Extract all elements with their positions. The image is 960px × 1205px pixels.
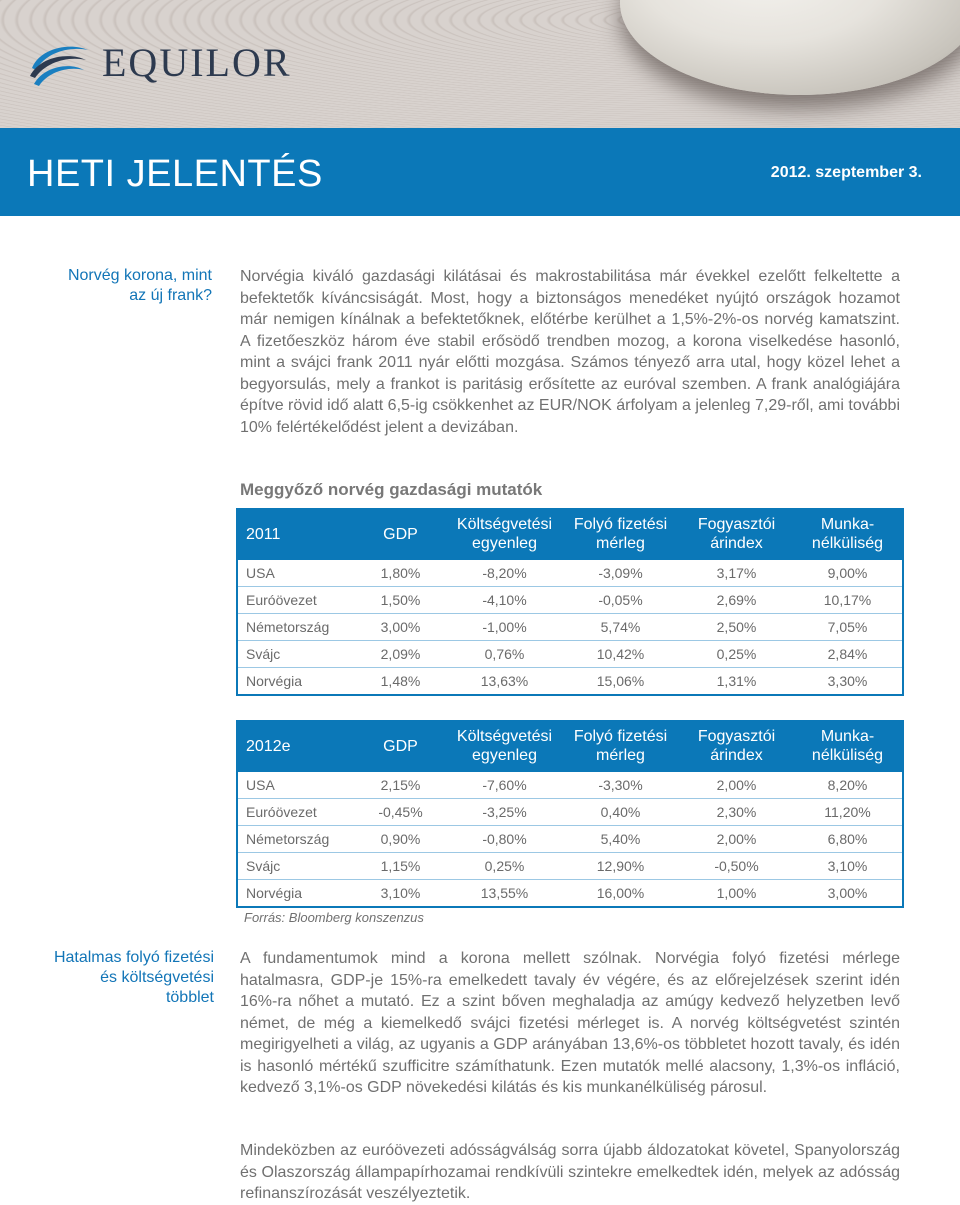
column-header — [793, 508, 903, 560]
table-row — [237, 641, 903, 668]
table-row — [237, 587, 903, 614]
value-cell: 10,17% — [793, 587, 903, 614]
table-row — [237, 614, 903, 641]
table-row — [237, 799, 903, 826]
value-cell: 3,10% — [793, 853, 903, 880]
company-logo — [26, 38, 292, 88]
value-cell: 0,40% — [561, 799, 680, 826]
value-cell: 12,90% — [561, 853, 680, 880]
debt-crisis-paragraph: Mindeközben az euróövezeti adósságválság sorra újabb áldozatokat követel, Spanyolország és Olaszország állampapírhozamai rendkívüli szintekre emelkedtek idén, melyek az adósság refinanszírozását veszélyeztetik. — [240, 1142, 900, 1202]
side-note-line: többlet — [165, 989, 214, 1006]
country-cell: USA — [237, 560, 353, 587]
table-row — [237, 853, 903, 880]
value-cell: -0,05% — [561, 587, 680, 614]
value-cell: 8,20% — [793, 772, 903, 799]
value-cell: 1,48% — [353, 668, 448, 696]
header-banner — [0, 0, 960, 128]
value-cell: 1,00% — [680, 880, 793, 908]
value-cell: -3,30% — [561, 772, 680, 799]
indicators-table-2011 — [236, 508, 904, 696]
value-cell: 16,00% — [561, 880, 680, 908]
column-header — [353, 720, 448, 772]
value-cell: 2,00% — [680, 772, 793, 799]
zen-stone-image — [620, 0, 960, 95]
column-header-line: Költségvetési — [456, 728, 553, 745]
country-cell: Svájc — [237, 641, 353, 668]
column-header-line: GDP — [383, 737, 418, 755]
table-row — [237, 826, 903, 853]
column-header — [793, 720, 903, 772]
country-cell: Euróövezet — [237, 587, 353, 614]
column-header-line: Folyó fizetési — [573, 728, 668, 745]
value-cell: 0,25% — [680, 641, 793, 668]
column-header-line: 2011 — [246, 525, 281, 543]
column-header-line: Költségvetési — [456, 516, 553, 533]
value-cell: 0,76% — [448, 641, 561, 668]
logo-text: EQUILOR — [102, 40, 292, 85]
value-cell: 10,42% — [561, 641, 680, 668]
side-note-line: és költségvetési — [100, 969, 214, 986]
value-cell: 2,15% — [353, 772, 448, 799]
table-row — [237, 880, 903, 908]
value-cell: -8,20% — [448, 560, 561, 587]
value-cell: 0,25% — [448, 853, 561, 880]
country-cell: Németország — [237, 826, 353, 853]
tables-title: Meggyőző norvég gazdasági mutatók — [240, 480, 543, 499]
column-header-line: Fogyasztói — [697, 516, 776, 533]
column-header — [680, 508, 793, 560]
value-cell: 3,00% — [353, 614, 448, 641]
column-header-line: árindex — [710, 535, 763, 552]
column-header-line: Fogyasztói — [697, 728, 776, 745]
value-cell: 13,63% — [448, 668, 561, 696]
country-cell: Norvégia — [237, 880, 353, 908]
value-cell: 2,30% — [680, 799, 793, 826]
value-cell: -3,25% — [448, 799, 561, 826]
value-cell: 2,69% — [680, 587, 793, 614]
column-header-line: nélküliség — [811, 747, 884, 764]
value-cell: 3,10% — [353, 880, 448, 908]
country-cell: Norvégia — [237, 668, 353, 696]
column-header — [680, 720, 793, 772]
value-cell: 9,00% — [793, 560, 903, 587]
value-cell: -1,00% — [448, 614, 561, 641]
side-note-line: az új frank? — [129, 287, 212, 304]
column-header-line: nélküliség — [811, 535, 884, 552]
intro-paragraph: Norvégia kiváló gazdasági kilátásai és makrostabilitása már évekkel ezelőtt felkeltette a befektetők kíváncsiságát. Most, hogy a biztonságos menedéket nyújtó országok hozamot már nemigen kínálnak a befektetőknek, előtérbe kerülhet a 1,5%-2%-os norvég kamatszint. A fizetőeszköz három éve stabil erősödő trendben mozog, a korona viselkedése hasonló, mint a svájci frank 2011 nyár előtti mozgása. Számos tényező arra utal, hogy közel lehet a begyorsulás, mely a frankot is paritásig erősítette az euróval szemben. A frank analógiájára építve rövid idő alatt 6,5-ig csökkenhet az EUR/NOK árfolyam a jelenleg 7,29-ről, ami további 10% felértékelődést jelent a devizában. — [240, 268, 900, 436]
country-cell: Euróövezet — [237, 799, 353, 826]
fundamentals-paragraph: A fundamentumok mind a korona mellett szólnak. Norvégia folyó fizetési mérlege hatalmasra, GDP-je 15%-ra emelkedett tavaly év végére, és az előrejelzések szerint idén 16%-ra nőhet a mutató. Ez a szint bőven meghaladja az amúgy kedvező helyzetben levő német, de még a kiemelkedő svájci fizetési mérleget is. A norvég költségvetést szintén megirigyelheti a világ, az ugyanis a GDP arányában 13,6%-os többletet hozott tavaly, és idén is hasonló mértékű szufficitre számíthatunk. Ezen mutatók mellé alacsony, 1,3%-os infláció, kedvező 3,1%-os GDP növekedési kilátás és kis munkanélküliség párosul. — [240, 950, 900, 1096]
column-header-line: GDP — [383, 525, 418, 543]
value-cell: -3,09% — [561, 560, 680, 587]
report-date: 2012. szeptember 3. — [770, 164, 922, 181]
table-row — [237, 560, 903, 587]
column-header — [237, 508, 353, 560]
value-cell: 1,15% — [353, 853, 448, 880]
value-cell: 1,31% — [680, 668, 793, 696]
column-header-line: mérleg — [596, 535, 645, 552]
column-header — [561, 508, 680, 560]
column-header-line: árindex — [710, 747, 763, 764]
value-cell: 3,30% — [793, 668, 903, 696]
column-header — [448, 508, 561, 560]
country-cell: Németország — [237, 614, 353, 641]
value-cell: 2,50% — [680, 614, 793, 641]
value-cell: 5,74% — [561, 614, 680, 641]
value-cell: 3,17% — [680, 560, 793, 587]
column-header-line: Munka- — [820, 516, 875, 533]
column-header-line: egyenleg — [472, 747, 537, 764]
side-note-line: Hatalmas folyó fizetési — [53, 949, 214, 966]
value-cell: 2,09% — [353, 641, 448, 668]
side-note-line: Norvég korona, mint — [67, 267, 212, 284]
value-cell: 1,50% — [353, 587, 448, 614]
column-header — [448, 720, 561, 772]
logo-swirl-icon — [26, 38, 92, 88]
table-header-row — [237, 720, 903, 772]
table-header-row — [237, 508, 903, 560]
column-header-line: egyenleg — [472, 535, 537, 552]
country-cell: USA — [237, 772, 353, 799]
value-cell: 11,20% — [793, 799, 903, 826]
country-cell: Svájc — [237, 853, 353, 880]
column-header — [353, 508, 448, 560]
value-cell: 3,00% — [793, 880, 903, 908]
value-cell: 5,40% — [561, 826, 680, 853]
indicators-table-2012e — [236, 720, 904, 908]
value-cell: 15,06% — [561, 668, 680, 696]
column-header — [561, 720, 680, 772]
value-cell: -0,45% — [353, 799, 448, 826]
value-cell: -4,10% — [448, 587, 561, 614]
value-cell: 6,80% — [793, 826, 903, 853]
value-cell: -0,80% — [448, 826, 561, 853]
table-row — [237, 772, 903, 799]
column-header — [237, 720, 353, 772]
report-title: HETI JELENTÉS — [27, 153, 323, 195]
value-cell: -7,60% — [448, 772, 561, 799]
value-cell: 0,90% — [353, 826, 448, 853]
value-cell: 13,55% — [448, 880, 561, 908]
side-note-norwegian-krone — [12, 266, 212, 306]
value-cell: 1,80% — [353, 560, 448, 587]
value-cell: 2,84% — [793, 641, 903, 668]
value-cell: 2,00% — [680, 826, 793, 853]
table-row — [237, 668, 903, 696]
column-header-line: Folyó fizetési — [573, 516, 668, 533]
column-header-line: 2012e — [246, 737, 291, 755]
column-header-line: Munka- — [820, 728, 875, 745]
value-cell: 7,05% — [793, 614, 903, 641]
side-note-surplus — [14, 948, 214, 1008]
source-note: Forrás: Bloomberg konszenzus — [244, 910, 424, 925]
value-cell: -0,50% — [680, 853, 793, 880]
column-header-line: mérleg — [596, 747, 645, 764]
